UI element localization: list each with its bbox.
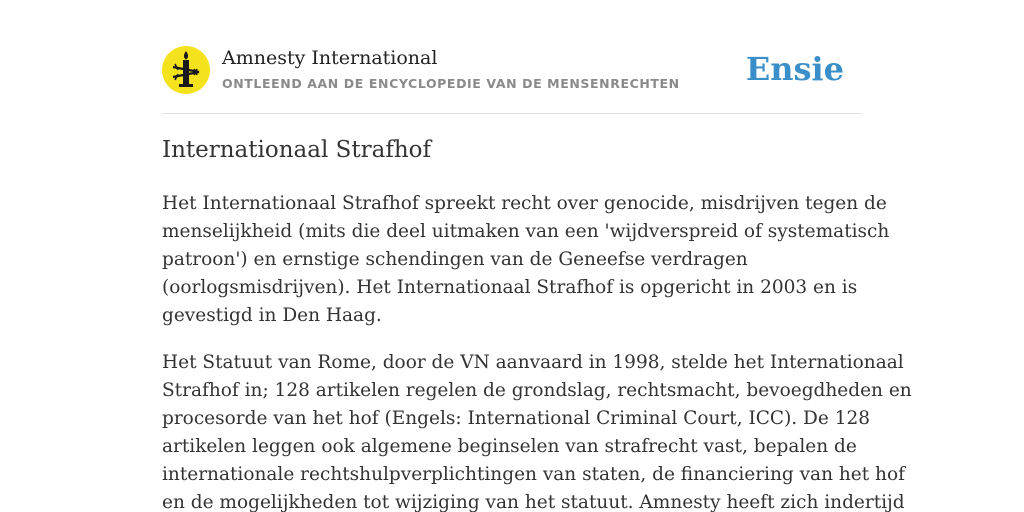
org-name: Amnesty International [222, 47, 438, 69]
paragraph-2 [162, 349, 912, 512]
paragraph-line: (oorlogsmisdrijven). Het Internationaal Strafhof is opgericht in 2003 en is [162, 277, 858, 298]
paragraph-line: Het Internationaal Strafhof spreekt recht over genocide, misdrijven tegen de [162, 193, 887, 214]
ensie-logo-link[interactable]: Ensie [745, 50, 844, 88]
paragraph-line: Het Statuut van Rome, door de VN aanvaard in 1998, stelde het Internationaal [162, 352, 904, 373]
paragraph-line: internationale rechtshulpverplichtingen van staten, de financiering van het hof [162, 464, 905, 485]
paragraph-line: artikelen leggen ook algemene beginselen van strafrecht vast, bepalen de [162, 436, 857, 457]
paragraph-line: patroon') en ernstige schendingen van de Geneefse verdragen [162, 249, 748, 270]
paragraph-line: procesorde van het hof (Engels: International Criminal Court, ICC). De 128 [162, 408, 871, 429]
paragraph-line: gevestigd in Den Haag. [162, 305, 382, 326]
paragraph-line: menselijkheid (mits die deel uitmaken van een 'wijdverspreid of systematisch [162, 221, 890, 242]
article-title: Internationaal Strafhof [162, 137, 432, 163]
paragraph-line: Strafhof in; 128 artikelen regelen de grondslag, rechtsmacht, bevoegdheden en [162, 380, 912, 401]
paragraph-line: en de mogelijkheden tot wijziging van het statuut. Amnesty heeft zich indertijd [162, 492, 905, 512]
header-divider [162, 113, 862, 114]
header [162, 46, 862, 96]
paragraph-1 [162, 190, 890, 330]
article-body [162, 190, 912, 512]
candle-barbed-wire-icon[interactable] [162, 46, 210, 94]
org-subtitle: ONTLEEND AAN DE ENCYCLOPEDIE VAN DE MENSENRECHTEN [222, 76, 680, 91]
